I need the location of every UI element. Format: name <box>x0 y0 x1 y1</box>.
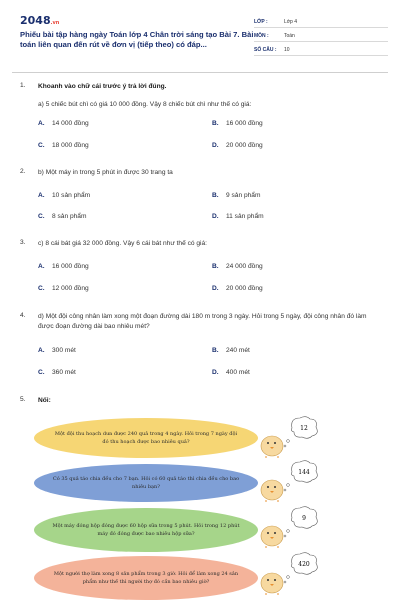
option-a[interactable]: A. 14 000 đồng <box>38 120 89 127</box>
meta-value: 10 <box>284 46 290 53</box>
option-c[interactable]: C. 360 mét <box>38 369 76 376</box>
option-b[interactable]: B. 240 mét <box>212 347 250 354</box>
chick-icon <box>261 526 283 548</box>
logo-text: 2048 <box>20 14 51 27</box>
chick-answer-2[interactable] <box>256 460 320 502</box>
problem-oval-1[interactable]: Một đội thu hoạch dưa được 240 quả trong 4 ngày. Hỏi trong 7 ngày đội đó thu hoạch được bao nhiêu quả? <box>34 418 258 458</box>
option-c[interactable]: C. 18 000 đồng <box>38 142 89 149</box>
question-number: 1. <box>20 82 26 89</box>
option-b[interactable]: B. 24 000 đồng <box>212 263 263 270</box>
question-text: d) Một đội công nhân làm xong một đoạn đường dài 180 m trong 3 ngày. Hỏi trong 5 ngày, đội công nhân đó làm được đoạn đường dài bao nhiêu mét? <box>38 313 367 330</box>
option-a[interactable]: A. 300 mét <box>38 347 76 354</box>
question-1 <box>20 82 380 162</box>
problem-oval-3[interactable]: Một máy đóng hộp đóng được 60 hộp sữa trong 5 phút. Hỏi trong 12 phút máy đó đóng được bao nhiêu hộp sữa? <box>34 508 258 552</box>
chick-answer-1[interactable] <box>256 416 320 458</box>
matching-exercise <box>28 412 380 600</box>
meta-key: MÔN : <box>254 32 269 39</box>
question-text: b) Một máy in trong 5 phút in được 30 trang ta <box>38 169 173 176</box>
option-c[interactable]: C. 8 sản phẩm <box>38 213 87 220</box>
problem-oval-4[interactable]: Một người thợ làm xong 8 sản phẩm trong 3 giờ. Hỏi để làm xong 24 sản phẩm như thế thì người thợ đó cần bao nhiêu giờ? <box>34 556 258 600</box>
option-c[interactable]: C. 12 000 đồng <box>38 285 89 292</box>
question-number: 4. <box>20 312 26 319</box>
chick-icon <box>261 436 283 458</box>
question-3 <box>20 239 380 299</box>
option-a[interactable]: A. 16 000 đồng <box>38 263 89 270</box>
question-text: c) 8 cái bát giá 32 000 đồng. Vậy 6 cái bát như thế có giá: <box>38 240 208 247</box>
problem-oval-2[interactable]: Có 35 quả táo chia đều cho 7 bạn. Hỏi có 60 quả táo thì chia đều cho bao nhiêu bạn? <box>34 464 258 502</box>
site-logo[interactable] <box>20 14 59 27</box>
answer-value: 144 <box>298 469 310 476</box>
meta-value: Lớp 4 <box>284 18 298 25</box>
meta-subject-row <box>254 30 388 42</box>
header-divider <box>12 72 388 73</box>
option-b[interactable]: B. 9 sản phẩm <box>212 192 261 199</box>
answer-value: 9 <box>302 515 306 522</box>
logo-suffix: .vn <box>50 20 60 26</box>
question-number: 5. <box>20 396 26 403</box>
chick-icon <box>261 480 283 502</box>
option-d[interactable]: D. 20 000 đồng <box>212 142 263 149</box>
chick-answer-3[interactable] <box>256 506 320 548</box>
worksheet-title: Phiếu bài tập hàng ngày Toán lớp 4 Chân trời sáng tạo Bài 7. Bài toán liên quan đến rút về đơn vị (tiếp theo) có đáp... <box>20 30 254 49</box>
chick-answer-4[interactable] <box>256 552 320 596</box>
answer-value: 420 <box>298 561 310 568</box>
option-b[interactable]: B. 16 000 đồng <box>212 120 263 127</box>
meta-count-row <box>254 44 388 56</box>
option-d[interactable]: D. 20 000 đồng <box>212 285 263 292</box>
option-d[interactable]: D. 11 sản phẩm <box>212 213 264 220</box>
chick-icon <box>261 573 283 595</box>
meta-key: LỚP : <box>254 18 268 25</box>
option-a[interactable]: A. 10 sản phẩm <box>38 192 91 199</box>
question-heading: Nối: <box>38 397 51 404</box>
answer-value: 12 <box>300 425 308 432</box>
worksheet-header <box>12 12 388 66</box>
question-number: 2. <box>20 168 26 175</box>
question-number: 3. <box>20 239 26 246</box>
question-4 <box>20 312 380 382</box>
question-2 <box>20 168 380 228</box>
meta-class-row <box>254 16 388 28</box>
meta-value: Toán <box>284 32 295 39</box>
worksheet-meta <box>254 16 388 58</box>
question-heading: Khoanh vào chữ cái trước ý trả lời đúng. <box>38 83 167 90</box>
meta-key: SỐ CÂU : <box>254 46 277 53</box>
question-5 <box>20 396 380 410</box>
option-d[interactable]: D. 400 mét <box>212 369 250 376</box>
question-text: a) 5 chiếc bút chì có giá 10 000 đồng. Vậy 8 chiếc bút chì như thế có giá: <box>38 101 252 108</box>
